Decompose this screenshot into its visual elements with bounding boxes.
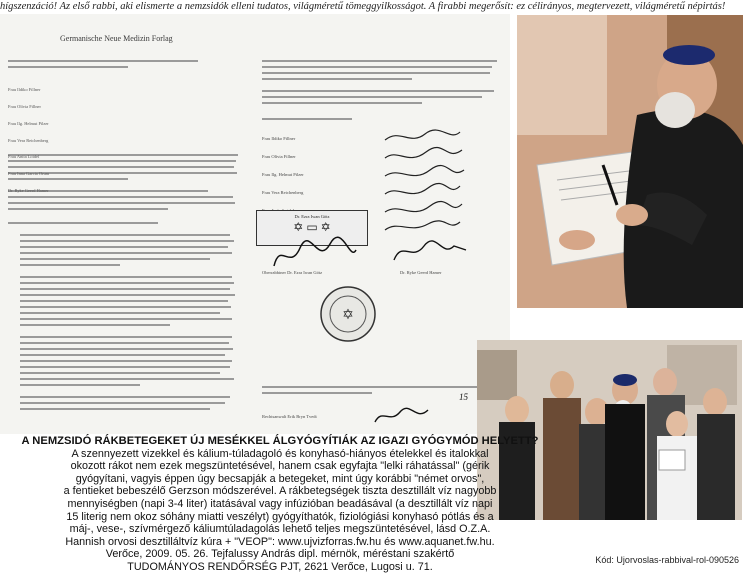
photo-rabbi-signing xyxy=(517,15,743,308)
document-code: Kód: Ujorvoslas-rabbival-rol-090526 xyxy=(595,555,739,565)
caption-text xyxy=(0,435,560,574)
rabbi-stamp: Dr. Ezra Iwan Götz ✡ ▭ ✡ xyxy=(256,210,368,246)
caption-line: TUDOMÁNYOS RENDŐRSÉG PJT, 2621 Verőce, Lugosi u. 71. xyxy=(127,560,433,573)
tvedt-signature xyxy=(372,404,432,428)
top-banner: hígszenzáció! Az első rabbi, aki elismerte a nemzsidók elleni tudatos, világméretű tömeggyilkosságot. A firabbi megerősít: ez célirányos, megtervezett, világméretű népirtás! xyxy=(0,1,726,12)
caption-headline: A NEMZSIDÓ RÁKBETEGEKET ÚJ MESÉKKEL ÁLGYÓGYÍTIÁK AZ IGAZI GYÓGYMÓD HELYETT? xyxy=(21,435,539,447)
caption-line: Verőce, 2009. 05. 26. Tejfalussy András dipl. mérnök, méréstani szakértő xyxy=(105,548,455,561)
round-seal xyxy=(318,284,378,344)
page-number: 15 xyxy=(459,392,468,402)
caption-line: a fentieket bebeszélő Gerzson módszerével. A rákbetegségek tiszta desztillált víz nagyobb xyxy=(63,485,497,498)
scanned-letter: Germanische Neue Medizin Forlag Frau Ildiko Fillner Frau Olívia Fillner Frau Ilg. Helmut Pilzer Frau Vera Reichenberg Frau Anita Loidel Frau Inna Garcia Orum Dr. Ryke Geerd Hamer Frau Ildiko Fillner Frau Olívia Fillner Frau Ilg. Helmut Pilzer Frau Vera Reichenberg Dr. Ezra Iwan Götz ✡ ▭ ✡ Oberrabbiner Dr. Ezra Iwan Götz Dr. Ryke Geerd Hamer ✡ Rechtsanwalt Erik Bryn Tvedt xyxy=(0,14,510,434)
caption-line: máj-, vese-, szívmérgező káliumtúladagolás lehető teljes megszüntetésével, lásd O.Z.A. xyxy=(69,523,491,536)
caption-line: gyógyítani, vagyis éppen úgy becsapják a betegeket, mint úgy korábbi "német orvos", xyxy=(75,472,485,485)
handwritten-signatures xyxy=(380,126,470,236)
recipient-list: Frau Ildiko Fillner Frau Olívia Fillner Frau Ilg. Helmut Pilzer Frau Vera Reichenberg Frau Anita Loidel Frau Inna Garcia Orum Dr. Ryke Geerd Hamer xyxy=(8,87,50,193)
letter-header: Germanische Neue Medizin Forlag xyxy=(60,34,173,43)
caption-line: 15 literig nem okoz sóhány miatti veszélyt) gyógyíthatók, fiziológiási konyhasó pótlás és a xyxy=(66,510,494,523)
caption-line: Hannish orvosi desztilláltvíz kúra + "VEOP": www.ujvizforras.fw.hu és www.aquanet.fw.hu. xyxy=(65,535,495,548)
caption-line: okozott rákot nem ezek megszüntetésével, hanem csak egyfajta "lelki ráhatással" (gérik xyxy=(70,460,490,473)
svg-text:✡: ✡ xyxy=(342,307,354,323)
caption-line: A szennyezett vizekkel és kálium-túladagoló és konyhasó-hiányos ételekkel és italokkal xyxy=(71,447,489,460)
hamer-signature xyxy=(390,236,470,266)
caption-line: mennyiségben (napi 3-4 liter) itatásával vagy infúzióban beadásával (a desztillált víz napi xyxy=(67,497,493,510)
